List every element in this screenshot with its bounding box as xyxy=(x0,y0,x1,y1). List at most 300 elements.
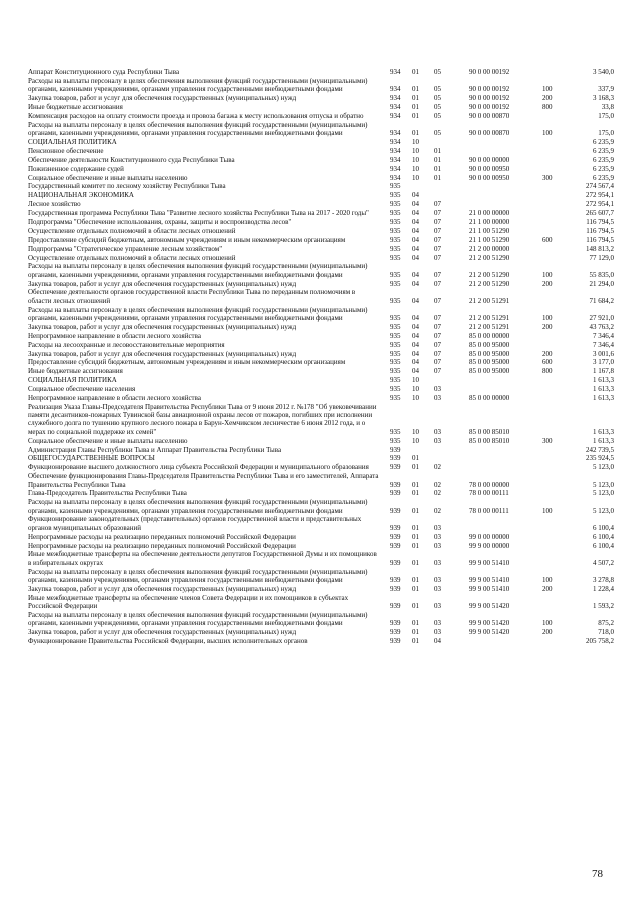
subsection-code: 01 xyxy=(434,173,441,182)
subsection-code: 07 xyxy=(434,340,441,349)
section-code: 10 xyxy=(412,376,419,385)
section-code: 04 xyxy=(412,322,419,331)
target-article-code: 85 0 00 00000 xyxy=(469,393,510,402)
table-row xyxy=(28,376,614,384)
amount: 7 346,4 xyxy=(593,340,614,349)
amount: 1 613,3 xyxy=(593,385,614,394)
subsection-code: 07 xyxy=(434,313,441,322)
section-code: 04 xyxy=(412,191,419,200)
row-name: Осуществление отдельных полномочий в области лесных отношений xyxy=(28,253,236,262)
subsection-code: 02 xyxy=(434,506,441,515)
table-row xyxy=(28,209,614,217)
row-name: Обеспечение деятельности Конституционного суда Республики Тыва xyxy=(28,155,235,164)
admin-code: 934 xyxy=(390,146,401,155)
expense-type-code: 800 xyxy=(542,102,553,111)
admin-code: 939 xyxy=(390,541,401,550)
amount: 27 921,0 xyxy=(589,313,614,322)
admin-code: 934 xyxy=(390,111,401,120)
subsection-code: 03 xyxy=(434,532,441,541)
target-article-code: 99 9 00 51420 xyxy=(469,602,510,611)
subsection-code: 05 xyxy=(434,111,441,120)
amount: 6 100,4 xyxy=(593,532,614,541)
expense-type-code: 600 xyxy=(542,358,553,367)
section-code: 04 xyxy=(412,253,419,262)
subsection-code: 02 xyxy=(434,463,441,472)
section-code: 10 xyxy=(412,155,419,164)
admin-code: 935 xyxy=(390,244,401,253)
subsection-code: 02 xyxy=(434,489,441,498)
admin-code: 939 xyxy=(390,584,401,593)
amount: 205 758,2 xyxy=(586,636,614,645)
table-row xyxy=(28,437,614,445)
row-name: Пожизненное содержание судей xyxy=(28,164,124,173)
subsection-code: 05 xyxy=(434,85,441,94)
admin-code: 934 xyxy=(390,68,401,76)
table-row xyxy=(28,498,614,515)
section-code: 10 xyxy=(412,393,419,402)
section-code: 04 xyxy=(412,200,419,209)
table-row xyxy=(28,594,614,611)
amount: 6 100,4 xyxy=(593,523,614,532)
amount: 3 278,8 xyxy=(593,575,614,584)
section-code: 04 xyxy=(412,270,419,279)
admin-code: 935 xyxy=(390,376,401,385)
section-code: 04 xyxy=(412,296,419,305)
page-number: 78 xyxy=(592,868,603,880)
expense-type-code: 100 xyxy=(542,575,553,584)
target-article-code: 21 2 00 51291 xyxy=(469,296,510,305)
amount: 6 235,9 xyxy=(593,164,614,173)
row-name: Закупка товаров, работ и услуг для обеспечения государственных (муниципальных) нужд xyxy=(28,349,297,358)
row-name: Непрограммное направление в области лесного хозяйства xyxy=(28,331,201,340)
target-article-code: 99 0 00 00000 xyxy=(469,532,510,541)
expense-type-code: 200 xyxy=(542,322,553,331)
subsection-code: 03 xyxy=(434,436,441,445)
admin-code: 935 xyxy=(390,385,401,394)
target-article-code: 99 9 00 51410 xyxy=(469,558,510,567)
section-code: 04 xyxy=(412,244,419,253)
target-article-code: 99 9 00 51410 xyxy=(469,575,510,584)
section-code: 10 xyxy=(412,173,419,182)
admin-code: 939 xyxy=(390,523,401,532)
expense-type-code: 200 xyxy=(542,349,553,358)
row-name: Функционирование законодательных (представительных) органов государственной власти и представительных органов муниципальных образований xyxy=(28,515,362,532)
table-row xyxy=(28,165,614,173)
section-code: 01 xyxy=(412,602,419,611)
amount: 6 235,9 xyxy=(593,173,614,182)
table-row xyxy=(28,394,614,402)
subsection-code: 03 xyxy=(434,541,441,550)
section-code: 01 xyxy=(412,463,419,472)
row-name: Расходы на выплаты персоналу в целях обеспечения выполнения функций государственными (муниципальными) органами, казенными учреждениями, органами управления государственными внебюджетными фондами xyxy=(28,305,368,322)
target-article-code: 21 2 00 00000 xyxy=(469,244,510,253)
amount: 3 177,0 xyxy=(593,358,614,367)
target-article-code: 85 0 00 85010 xyxy=(469,436,510,445)
target-article-code: 90 0 00 00950 xyxy=(469,164,510,173)
table-row xyxy=(28,611,614,628)
section-code: 10 xyxy=(412,164,419,173)
table-row xyxy=(28,533,614,541)
target-article-code: 90 0 00 00950 xyxy=(469,173,510,182)
amount: 4 507,2 xyxy=(593,558,614,567)
amount: 116 794,5 xyxy=(586,226,614,235)
expense-type-code: 100 xyxy=(542,619,553,628)
admin-code: 939 xyxy=(390,454,401,463)
table-row xyxy=(28,245,614,253)
admin-code: 935 xyxy=(390,209,401,218)
table-row xyxy=(28,112,614,120)
amount: 3 168,3 xyxy=(593,94,614,103)
amount: 6 235,9 xyxy=(593,146,614,155)
table-row xyxy=(28,568,614,585)
row-name: Расходы на выплаты персоналу в целях обеспечения выполнения функций государственными (муниципальными) органами, казенными учреждениями, органами управления государственными внебюджетными фондами xyxy=(28,610,368,628)
table-row xyxy=(28,138,614,146)
row-name: Лесное хозяйство xyxy=(28,200,81,209)
row-name: Закупка товаров, работ и услуг для обеспечения государственных (муниципальных) нужд xyxy=(28,94,297,103)
section-code: 01 xyxy=(412,575,419,584)
expense-type-code: 200 xyxy=(542,279,553,288)
amount: 875,2 xyxy=(598,619,614,628)
target-article-code: 21 2 00 51290 xyxy=(469,253,510,262)
table-row xyxy=(28,218,614,226)
table-row xyxy=(28,182,614,190)
row-name: Непрограммное направление в области лесного хозяйства xyxy=(28,393,201,402)
target-article-code: 21 1 00 00000 xyxy=(469,217,510,226)
admin-code: 935 xyxy=(390,270,401,279)
table-row xyxy=(28,262,614,279)
subsection-code: 05 xyxy=(434,68,441,76)
amount: 55 835,0 xyxy=(589,270,614,279)
amount: 1 167,8 xyxy=(593,367,614,376)
admin-code: 939 xyxy=(390,575,401,584)
table-row xyxy=(28,227,614,235)
table-row xyxy=(28,121,614,138)
row-name: Подпрограмма "Обеспечение использования, охраны, защиты и воспроизводства лесов" xyxy=(28,217,292,226)
amount: 1 613,3 xyxy=(593,427,614,436)
subsection-code: 01 xyxy=(434,164,441,173)
row-name: СОЦИАЛЬНАЯ ПОЛИТИКА xyxy=(28,376,117,385)
section-code: 01 xyxy=(412,85,419,94)
amount: 43 763,2 xyxy=(589,322,614,331)
admin-code: 935 xyxy=(390,331,401,340)
amount: 6 235,9 xyxy=(593,137,614,146)
admin-code: 935 xyxy=(390,296,401,305)
table-row xyxy=(28,280,614,288)
admin-code: 934 xyxy=(390,155,401,164)
target-article-code: 90 0 00 00192 xyxy=(469,68,510,76)
amount: 6 100,4 xyxy=(593,541,614,550)
subsection-code: 07 xyxy=(434,296,441,305)
table-row xyxy=(28,236,614,244)
admin-code: 939 xyxy=(390,489,401,498)
admin-code: 934 xyxy=(390,137,401,146)
subsection-code: 01 xyxy=(434,146,441,155)
section-code: 04 xyxy=(412,331,419,340)
section-code: 01 xyxy=(412,129,419,138)
row-name: Компенсация расходов на оплату стоимости проезда и провоза багажа к месту использования отпуска и обратно xyxy=(28,111,364,120)
section-code: 04 xyxy=(412,313,419,322)
admin-code: 935 xyxy=(390,182,401,191)
row-name: Расходы на выплаты персоналу в целях обеспечения выполнения функций государственными (муниципальными) органами, казенными учреждениями, органами управления государственными внебюджетными фондами xyxy=(28,567,368,584)
section-code: 10 xyxy=(412,385,419,394)
row-name: Социальное обеспечение населения xyxy=(28,385,136,394)
section-code: 01 xyxy=(412,111,419,120)
target-article-code: 90 0 00 00870 xyxy=(469,129,510,138)
table-row xyxy=(28,156,614,164)
admin-code: 935 xyxy=(390,226,401,235)
admin-code: 939 xyxy=(390,558,401,567)
amount: 3 001,6 xyxy=(593,349,614,358)
target-article-code: 85 0 00 00000 xyxy=(469,331,510,340)
target-article-code: 90 0 00 00870 xyxy=(469,111,510,120)
amount: 7 346,4 xyxy=(593,331,614,340)
amount: 116 794,5 xyxy=(586,217,614,226)
amount: 3 540,0 xyxy=(593,68,614,76)
section-code: 04 xyxy=(412,209,419,218)
admin-code: 935 xyxy=(390,427,401,436)
target-article-code: 21 2 00 51290 xyxy=(469,270,510,279)
admin-code: 939 xyxy=(390,602,401,611)
admin-code: 939 xyxy=(390,636,401,645)
admin-code: 934 xyxy=(390,173,401,182)
subsection-code: 03 xyxy=(434,385,441,394)
admin-code: 935 xyxy=(390,191,401,200)
row-name: Закупка товаров, работ и услуг для обеспечения государственных (муниципальных) нужд xyxy=(28,322,297,331)
admin-code: 935 xyxy=(390,322,401,331)
subsection-code: 07 xyxy=(434,209,441,218)
budget-table xyxy=(28,68,614,645)
subsection-code: 03 xyxy=(434,619,441,628)
row-name: СОЦИАЛЬНАЯ ПОЛИТИКА xyxy=(28,137,117,146)
section-code: 01 xyxy=(412,94,419,103)
table-row xyxy=(28,332,614,340)
row-name: Расходы на выплаты персоналу в целях обеспечения выполнения функций государственными (муниципальными) органами, казенными учреждениями, органами управления государственными внебюджетными фондами xyxy=(28,120,368,138)
subsection-code: 03 xyxy=(434,393,441,402)
admin-code: 935 xyxy=(390,367,401,376)
table-row xyxy=(28,94,614,102)
table-row xyxy=(28,147,614,155)
row-name: Государственный комитет по лесному хозяйству Республики Тыва xyxy=(28,182,226,191)
table-row xyxy=(28,358,614,366)
target-article-code: 21 2 00 51291 xyxy=(469,313,510,322)
table-row xyxy=(28,254,614,262)
row-name: Функционирование Правительства Российской Федерации, высших исполнительных органов xyxy=(28,636,308,645)
amount: 274 567,4 xyxy=(586,182,614,191)
subsection-code: 01 xyxy=(434,155,441,164)
target-article-code: 85 0 00 95000 xyxy=(469,340,510,349)
row-name: Закупка товаров, работ и услуг для обеспечения государственных (муниципальных) нужд xyxy=(28,279,297,288)
expense-type-code: 800 xyxy=(542,367,553,376)
amount: 21 294,0 xyxy=(589,279,614,288)
table-row xyxy=(28,585,614,593)
target-article-code: 21 2 00 51290 xyxy=(469,279,510,288)
row-name: Администрация Главы Республики Тыва и Аппарат Правительства Республики Тыва xyxy=(28,445,282,454)
admin-code: 934 xyxy=(390,94,401,103)
subsection-code: 07 xyxy=(434,279,441,288)
subsection-code: 07 xyxy=(434,235,441,244)
row-name: Подпрограмма "Стратегическое управление лесным хозяйством" xyxy=(28,244,223,253)
target-article-code: 85 0 00 95000 xyxy=(469,349,510,358)
row-name: Расходы на выплаты персоналу в целях обеспечения выполнения функций государственными (муниципальными) органами, казенными учреждениями, органами управления государственными внебюджетными фондами xyxy=(28,498,368,515)
subsection-code: 05 xyxy=(434,94,441,103)
admin-code: 934 xyxy=(390,102,401,111)
section-code: 01 xyxy=(412,523,419,532)
amount: 272 954,1 xyxy=(586,191,614,200)
row-name: НАЦИОНАЛЬНАЯ ЭКОНОМИКА xyxy=(28,191,134,200)
subsection-code: 04 xyxy=(434,636,441,645)
table-row xyxy=(28,542,614,550)
section-code: 01 xyxy=(412,532,419,541)
row-name: Непрограммные расходы на реализацию переданных полномочий Российской Федерации xyxy=(28,541,296,550)
amount: 235 924,5 xyxy=(586,454,614,463)
section-code: 01 xyxy=(412,506,419,515)
section-code: 04 xyxy=(412,367,419,376)
subsection-code: 03 xyxy=(434,628,441,637)
target-article-code: 21 1 00 51290 xyxy=(469,226,510,235)
target-article-code: 21 0 00 00000 xyxy=(469,209,510,218)
row-name: Предоставление субсидий бюджетным, автономным учреждениям и иным некоммерческим организациям xyxy=(28,235,346,244)
table-row xyxy=(28,515,614,532)
subsection-code: 07 xyxy=(434,358,441,367)
amount: 1 613,3 xyxy=(593,436,614,445)
section-code: 01 xyxy=(412,68,419,76)
admin-code: 935 xyxy=(390,436,401,445)
section-code: 10 xyxy=(412,146,419,155)
section-code: 01 xyxy=(412,636,419,645)
target-article-code: 90 0 00 00192 xyxy=(469,102,510,111)
subsection-code: 03 xyxy=(434,558,441,567)
table-row xyxy=(28,489,614,497)
admin-code: 935 xyxy=(390,313,401,322)
amount: 5 123,0 xyxy=(593,489,614,498)
section-code: 04 xyxy=(412,226,419,235)
target-article-code: 99 9 00 51420 xyxy=(469,619,510,628)
admin-code: 935 xyxy=(390,235,401,244)
row-name: Закупка товаров, работ и услуг для обеспечения государственных (муниципальных) нужд xyxy=(28,584,297,593)
table-row xyxy=(28,454,614,462)
table-row xyxy=(28,323,614,331)
row-name: Иные бюджетные ассигнования xyxy=(28,367,123,376)
table-row xyxy=(28,200,614,208)
section-code: 04 xyxy=(412,235,419,244)
target-article-code: 78 0 00 00111 xyxy=(469,506,509,515)
admin-code: 934 xyxy=(390,129,401,138)
table-row xyxy=(28,446,614,454)
row-name: Социальное обеспечение и иные выплаты населению xyxy=(28,173,188,182)
row-name: Реализация Указа Главы-Председателя Правительства Республики Тыва от 9 июня 2012 г. №178 "Об увековечивании памяти десантников-пожарных Тувинской базы авиационной охраны лесов от пожаров, погибших при исполнении служебного долга по тушению крупного лесного пожара в Барун-Хемчикском лесничестве 6 июня 2012 года, и о мерах по социальной поддержке их семей" xyxy=(28,402,377,436)
row-name: Предоставление субсидий бюджетным, автономным учреждениям и иным некоммерческим организациям xyxy=(28,358,346,367)
amount: 1 613,3 xyxy=(593,376,614,385)
section-code: 10 xyxy=(412,436,419,445)
row-name: Осуществление отдельных полномочий в области лесных отношений xyxy=(28,226,236,235)
section-code: 01 xyxy=(412,584,419,593)
subsection-code: 05 xyxy=(434,102,441,111)
amount: 718,0 xyxy=(598,628,614,637)
row-name: Расходы на выплаты персоналу в целях обеспечения выполнения функций государственными (муниципальными) органами, казенными учреждениями, органами управления государственными внебюджетными фондами xyxy=(28,262,368,279)
table-row xyxy=(28,77,614,94)
target-article-code: 85 0 00 95000 xyxy=(469,367,510,376)
row-name: Иные бюджетные ассигнования xyxy=(28,102,123,111)
amount: 5 123,0 xyxy=(593,463,614,472)
expense-type-code: 600 xyxy=(542,235,553,244)
subsection-code: 07 xyxy=(434,244,441,253)
target-article-code: 99 9 00 51420 xyxy=(469,628,510,637)
row-name: Обеспечение функционирования Главы-Председателя Правительства Республики Тыва и его заместителей, Аппарата Правительства Республики Тыва xyxy=(28,472,379,489)
expense-type-code: 100 xyxy=(542,270,553,279)
amount: 175,0 xyxy=(598,111,614,120)
section-code: 01 xyxy=(412,628,419,637)
section-code: 01 xyxy=(412,489,419,498)
subsection-code: 07 xyxy=(434,200,441,209)
expense-type-code: 100 xyxy=(542,129,553,138)
admin-code: 935 xyxy=(390,253,401,262)
amount: 242 739,5 xyxy=(586,445,614,454)
amount: 116 794,5 xyxy=(586,235,614,244)
amount: 148 813,2 xyxy=(586,244,614,253)
section-code: 04 xyxy=(412,279,419,288)
table-row xyxy=(28,191,614,199)
admin-code: 939 xyxy=(390,445,401,454)
table-row xyxy=(28,637,614,645)
section-code: 04 xyxy=(412,349,419,358)
section-code: 01 xyxy=(412,102,419,111)
admin-code: 935 xyxy=(390,340,401,349)
subsection-code: 02 xyxy=(434,480,441,489)
table-row xyxy=(28,68,614,76)
admin-code: 939 xyxy=(390,506,401,515)
admin-code: 939 xyxy=(390,628,401,637)
expense-type-code: 200 xyxy=(542,628,553,637)
row-name: Государственная программа Республики Тыва "Развитие лесного хозяйства Республики Тыва на 2017 - 2020 годы" xyxy=(28,209,369,218)
section-code: 01 xyxy=(412,619,419,628)
subsection-code: 07 xyxy=(434,322,441,331)
amount: 5 123,0 xyxy=(593,480,614,489)
row-name: Непрограммные расходы на реализацию переданных полномочий Российской Федерации xyxy=(28,532,296,541)
amount: 265 607,7 xyxy=(586,209,614,218)
row-name: Пенсионное обеспечение xyxy=(28,146,104,155)
target-article-code: 21 2 00 51291 xyxy=(469,322,510,331)
amount: 6 235,9 xyxy=(593,155,614,164)
table-row xyxy=(28,288,614,305)
subsection-code: 07 xyxy=(434,331,441,340)
row-name: Глава-Председатель Правительства Республики Тыва xyxy=(28,489,187,498)
subsection-code: 03 xyxy=(434,575,441,584)
admin-code: 935 xyxy=(390,279,401,288)
table-row xyxy=(28,306,614,323)
amount: 1 228,4 xyxy=(593,584,614,593)
expense-type-code: 100 xyxy=(542,85,553,94)
target-article-code: 21 1 00 51290 xyxy=(469,235,510,244)
target-article-code: 90 0 00 00192 xyxy=(469,85,510,94)
section-code: 04 xyxy=(412,340,419,349)
expense-type-code: 100 xyxy=(542,506,553,515)
row-name: Аппарат Конституционного суда Республики Тыва xyxy=(28,68,180,76)
expense-type-code: 300 xyxy=(542,436,553,445)
row-name: Иные межбюджетные трансферты на обеспечение деятельности депутатов Государственной Думы и их помощников в избирательных округах xyxy=(28,550,377,567)
amount: 1 593,2 xyxy=(593,602,614,611)
row-name: Обеспечение деятельности органов государственной власти Республики Тыва по переданным полномочиям в области лесных отношений xyxy=(28,288,356,305)
subsection-code: 03 xyxy=(434,602,441,611)
table-row xyxy=(28,103,614,111)
subsection-code: 07 xyxy=(434,270,441,279)
table-row xyxy=(28,385,614,393)
section-code: 01 xyxy=(412,454,419,463)
table-row xyxy=(28,367,614,375)
target-article-code: 85 0 00 95000 xyxy=(469,358,510,367)
admin-code: 939 xyxy=(390,463,401,472)
amount: 71 684,2 xyxy=(589,296,614,305)
subsection-code: 03 xyxy=(434,584,441,593)
